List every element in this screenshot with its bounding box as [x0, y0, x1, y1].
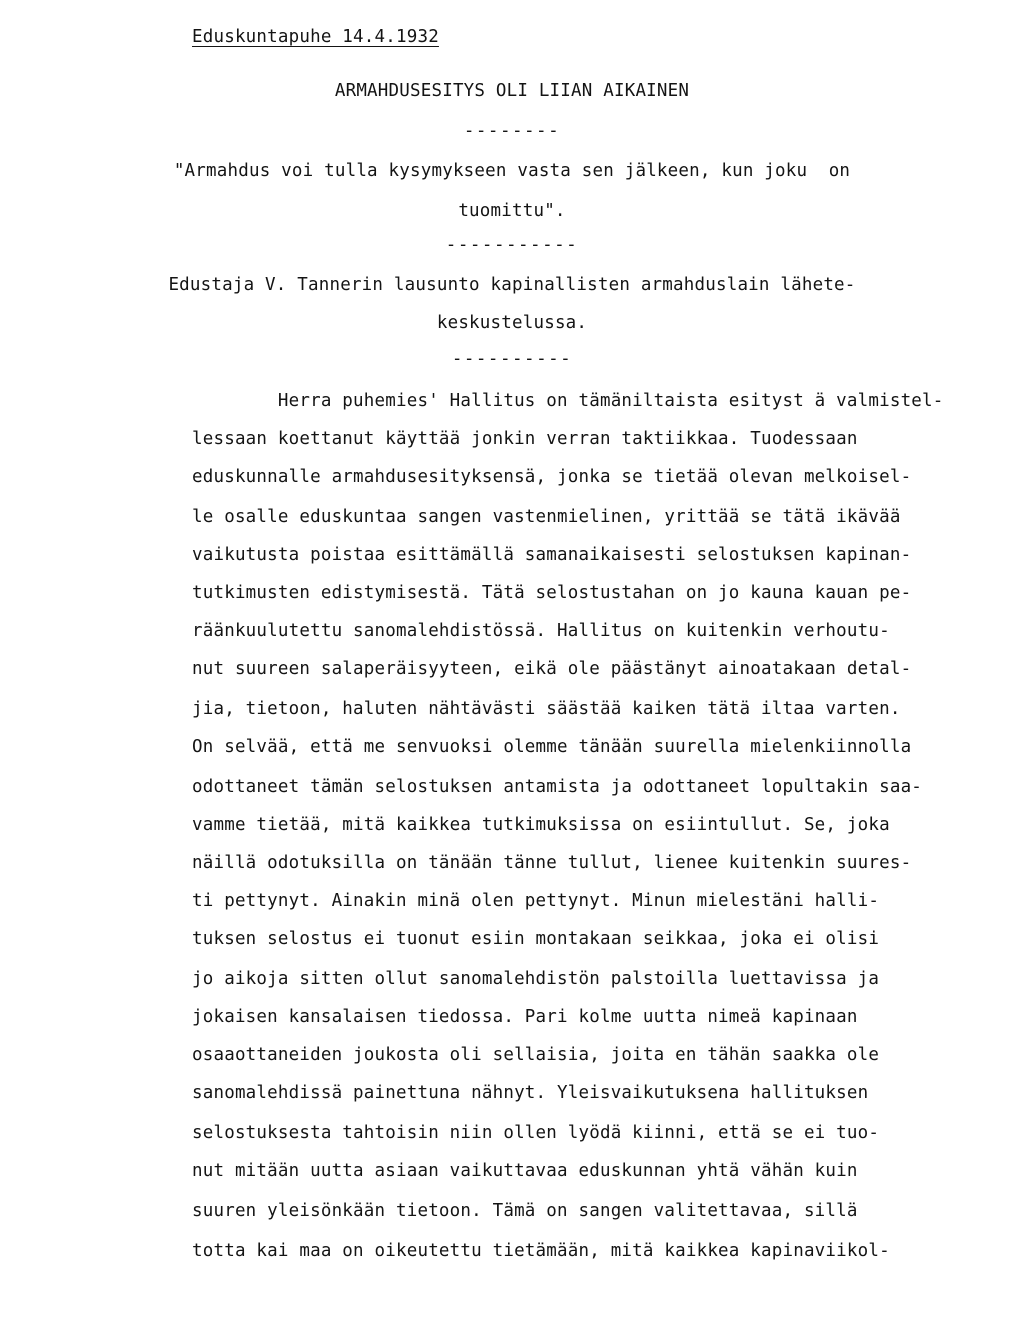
quote-line-1: "Armahdus voi tulla kysymykseen vasta sen jälkeen, kun joku on — [173, 161, 851, 181]
quote-separator: ----------- — [445, 235, 579, 255]
body-line: totta kai maa on oikeutettu tietämään, mitä kaikkea kapinaviikol- — [192, 1241, 890, 1261]
body-line: eduskunnalle armahdusesityksensä, jonka se tietää olevan melkoisel- — [192, 467, 912, 487]
body-line: jia, tietoon, haluten nähtävästi säästää kaiken tätä iltaa varten. — [192, 699, 901, 719]
body-line: selostuksesta tahtoisin niin ollen lyödä kiinni, että se ei tuo- — [192, 1123, 880, 1143]
body-line: tuksen selostus ei tuonut esiin montakaan seikkaa, joka ei olisi — [192, 929, 880, 949]
body-line: odottaneet tämän selostuksen antamista ja odottaneet lopultakin saa- — [192, 777, 923, 797]
body-line: jo aikoja sitten ollut sanomalehdistön palstoilla luettavissa ja — [192, 969, 880, 989]
body-line: suuren yleisönkään tietoon. Tämä on sangen valitettavaa, sillä — [192, 1201, 858, 1221]
body-line: vaikutusta poistaa esittämällä samanaikaisesti selostuksen kapinan- — [192, 545, 912, 565]
title-separator: -------- — [463, 121, 561, 141]
body-line: nut suureen salaperäisyyteen, eikä ole päästänyt ainoatakaan detal- — [192, 659, 912, 679]
body-line: nut mitään uutta asiaan vaikuttavaa eduskunnan yhtä vähän kuin — [192, 1161, 858, 1181]
body-line: vamme tietää, mitä kaikkea tutkimuksissa on esiintullut. Se, joka — [192, 815, 890, 835]
body-line: räänkuulutettu sanomalehdistössä. Hallitus on kuitenkin verhoutu- — [192, 621, 890, 641]
body-line: osaaottaneiden joukosta oli sellaisia, joita en tähän saakka ole — [192, 1045, 880, 1065]
subtitle-separator: ---------- — [451, 349, 573, 369]
body-line: ti pettynyt. Ainakin minä olen pettynyt. Minun mielestäni halli- — [192, 891, 880, 911]
subtitle-line-1: Edustaja V. Tannerin lausunto kapinallisten armahduslain lähete- — [168, 275, 856, 295]
document-header: Eduskuntapuhe 14.4.1932 — [192, 27, 439, 47]
body-line: Herra puhemies' Hallitus on tämäniltaista esityst ä valmistel- — [192, 391, 944, 411]
body-line: lessaan koettanut käyttää jonkin verran taktiikkaa. Tuodessaan — [192, 429, 858, 449]
quote-line-2: tuomittu". — [458, 201, 566, 221]
body-line: sanomalehdissä painettuna nähnyt. Yleisvaikutuksena hallituksen — [192, 1083, 869, 1103]
body-line: jokaisen kansalaisen tiedossa. Pari kolme uutta nimeä kapinaan — [192, 1007, 858, 1027]
body-line: le osalle eduskuntaa sangen vastenmielinen, yrittää se tätä ikävää — [192, 507, 901, 527]
body-line: On selvää, että me senvuoksi olemme tänään suurella mielenkiinnolla — [192, 737, 912, 757]
document-title: ARMAHDUSESITYS OLI LIIAN AIKAINEN — [334, 81, 690, 101]
body-line: näillä odotuksilla on tänään tänne tullut, lienee kuitenkin suures- — [192, 853, 912, 873]
subtitle-line-2: keskustelussa. — [436, 313, 588, 333]
body-line: tutkimusten edistymisestä. Tätä selostustahan on jo kauna kauan pe- — [192, 583, 912, 603]
